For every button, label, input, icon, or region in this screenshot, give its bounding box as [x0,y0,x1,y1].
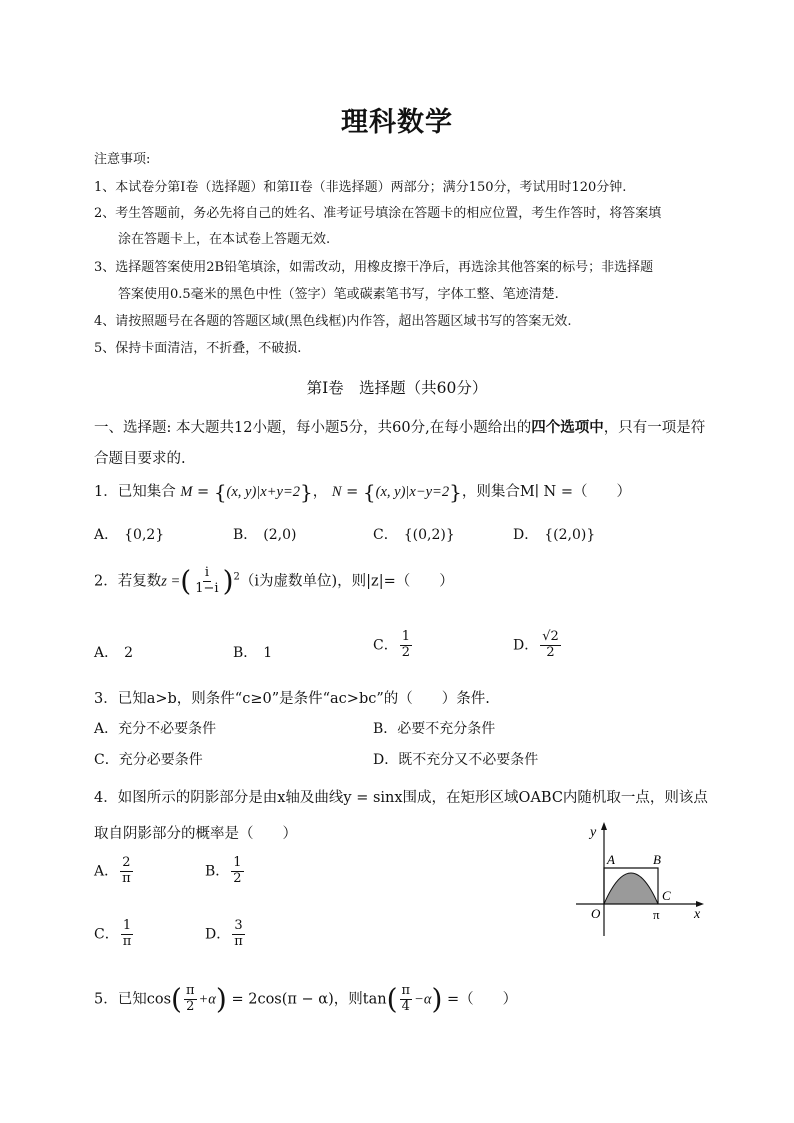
note-item: 涂在答题卡上，在本试卷上答题无效. [118,232,331,247]
point-b-label: B [653,852,661,867]
q5-fraction-2: $\frac{\pi}{4}$ [401,983,411,1014]
q5-tail: =（ ） [447,991,518,1008]
q3-option-b: B．必要不充分条件 [373,721,496,737]
note-item: 4、请按照题号在各题的答题区域(黑色线框)内作答，超出答题区域书写的答案无效. [94,314,572,329]
question-2-stem: 2．若复数z =( $\frac{i}{1-i}$ )$^2$（i为虚数单位)，则|z|=（ ） [94,564,454,598]
note-item: 5、保持卡面清洁，不折叠，不破损. [94,341,302,356]
q4-figure [570,818,720,944]
intro-bold: 四个选项中 [531,419,604,436]
note-item: 2、考生答题前，务必先将自己的姓名、准考证号填涂在答题卡的相应位置，考生作答时，将答案填 [94,206,662,221]
q2-z: z = [161,573,181,590]
intro-prefix: 一、选择题: 本大题共12小题，每小题5分，共60分,在每小题给出的 [94,420,532,436]
q2-option-a: A． 2 [94,645,134,661]
q2-option-d: D． $\frac{√2}{2}$ [513,629,559,660]
question-3-stem: 3．已知a>b，则条件“c≥0”是条件“ac>bc”的（ ）条件. [94,691,490,707]
q1-set-n: (x, y)|x−y=2 [375,484,450,500]
q1-option-a: A． {0,2} [94,527,165,543]
question-4-stem: 4．如图所示的阴影部分是由x轴及曲线y = sinx围成，在矩形区域OABC内随机取一点，则该点 [94,790,708,806]
page-title: 理科数学 [341,107,453,138]
q5-prefix: 5．已知cos [94,991,172,1008]
note-item: 3、选择题答案使用2B铅笔填涂，如需改动，用橡皮擦干净后，再选涂其他答案的标号；非选择题 [94,260,654,275]
q1-option-b: B． (2,0) [233,527,297,543]
q1-set-m: (x, y)|x+y=2 [226,484,301,500]
q2-tail: （i为虚数单位)，则|z|=（ ） [239,573,454,590]
shaded-region [604,873,658,904]
section-intro-line2: 合题目要求的. [94,451,186,467]
origin-label: O [591,906,601,921]
pi-label: π [653,907,660,922]
q2-prefix: 2．若复数 [94,573,162,590]
q4-option-c: C． $\frac{1}{\pi}$ [94,918,132,949]
q1-tail: ，则集合M∣ N =（ ） [461,484,631,500]
y-arrow [601,822,607,830]
q5-mid: = 2cos(π − α)，则tan [231,991,387,1008]
question-1-stem: 1．已知集合 M = {(x, y)|x+y=2}， N = {(x, y)|x−y=2}，则集合M∣ N =（ ） [94,480,631,504]
section-title: 第Ⅰ卷 选择题（共60分） [306,379,488,397]
notes-header: 注意事项: [94,152,151,167]
q5-minus-alpha: −α [414,991,432,1008]
question-5-stem: 5．已知cos( $\frac{\pi}{2}$ +α) = 2cos(π − α)，则tan( $\frac{\pi}{4}$ −α) =（ ） [94,982,518,1016]
section-intro [94,416,705,437]
q1-set-n-name: N [331,484,342,500]
note-item: 1、本试卷分第Ⅰ卷（选择题）和第II卷（非选择题）两部分；满分150分，考试用时120分钟. [94,180,627,195]
point-a-label: A [607,852,615,867]
q5-fraction-1: $\frac{\pi}{2}$ [185,983,195,1014]
q2-fraction: $\frac{i}{1-i}$ [195,565,219,596]
q2-option-c: C． $\frac{1}{2}$ [373,629,410,660]
q3-option-d: D．既不充分又不必要条件 [373,752,539,768]
intro-suffix: ，只有一项是符 [603,420,706,436]
q4-option-b: B． $\frac{1}{2}$ [205,855,242,886]
q1-option-d: D． {(2,0)} [513,527,596,543]
q4-option-a: A． $\frac{2}{\pi}$ [94,855,131,886]
q3-option-c: C．充分必要条件 [94,752,203,768]
q2-option-b: B． 1 [233,645,273,661]
q1-set-m-name: M [180,484,193,500]
note-item: 答案使用0.5毫米的黑色中性（签字）笔或碳素笔书写，字体工整、笔迹清楚. [118,287,559,302]
q4-option-d: D． $\frac{3}{\pi}$ [205,918,243,949]
x-label: x [694,907,701,922]
q3-option-a: A．充分不必要条件 [94,721,217,737]
y-label: y [590,825,597,840]
point-c-label: C [662,888,671,903]
q2-power: 2 [233,571,240,583]
q5-plus-alpha: +α [198,991,216,1008]
q1-prefix: 1．已知集合 [94,484,176,500]
q1-option-c: C． {(0,2)} [373,527,455,543]
question-4-stem-2: 取自阴影部分的概率是（ ） [94,826,297,842]
